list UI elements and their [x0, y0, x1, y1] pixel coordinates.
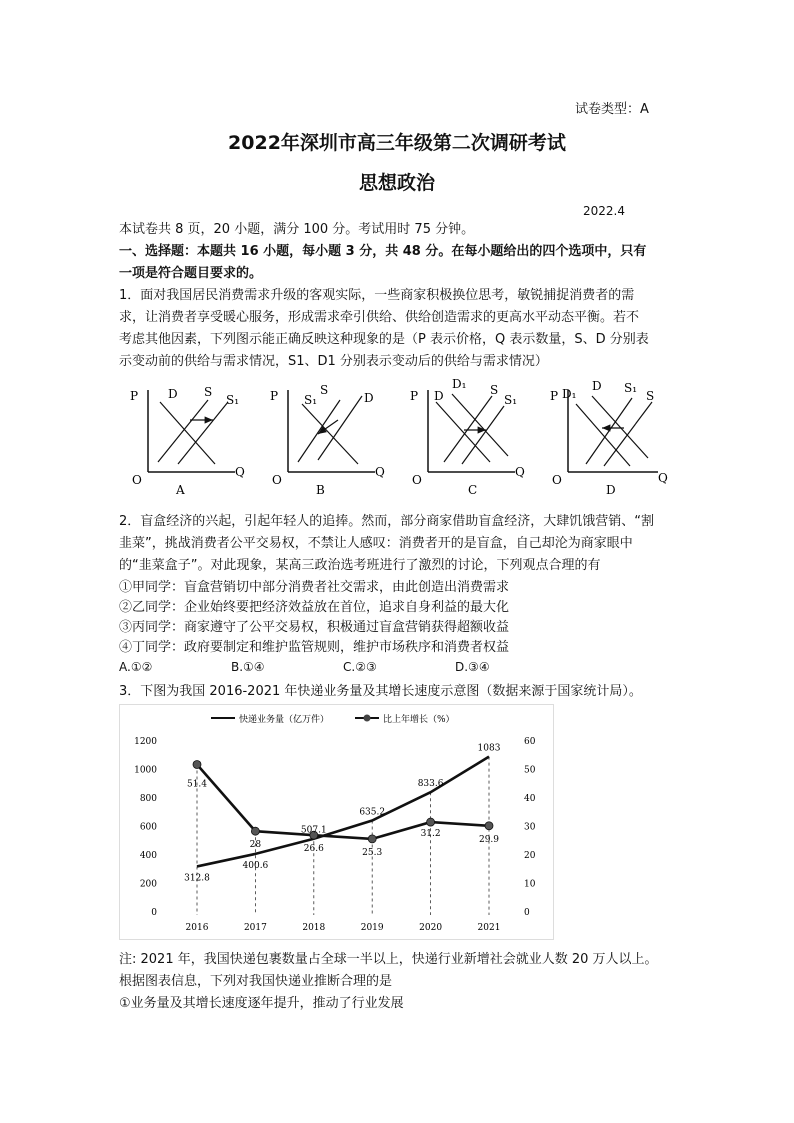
- x-tick-label: 2020: [419, 923, 443, 933]
- axis-q-label: Q: [515, 465, 525, 479]
- growth-point: [485, 822, 493, 830]
- q1-line: 1．面对我国居民消费需求升级的客观实际，一些商家积极换位思考，敏锐捕捉消费者的需: [119, 288, 635, 303]
- graph-d: [550, 379, 668, 497]
- q2-line: 的“韭菜盒子”。对此现象，某高三政治选考班进行了激烈的讨论，下列观点合理的有: [119, 558, 601, 573]
- q2-line: 韭菜”，挑战消费者公平交易权，不禁让人感叹：消费者开的是盲盒，自己却沦为商家眼中: [119, 536, 633, 551]
- graph-letter: C: [468, 483, 478, 497]
- legend-label-volume: 快递业务量（亿万件）: [239, 715, 330, 725]
- q1-line: 考虑其他因素，下列图示能正确反映这种现象的是（P 表示价格，Q 表示数量，S、D 分别表: [119, 332, 649, 347]
- growth-point: [193, 761, 201, 769]
- axis-p-label: P: [270, 389, 279, 403]
- section1-line1: 一、选择题：本题共 16 小题，每小题 3 分，共 48 分。在每小题给出的四个选项中，只有: [119, 244, 647, 259]
- q2-statement: ③丙同学：商家遵守了公平交易权，积极通过盲盒营销获得超额收益: [119, 620, 510, 635]
- y-left-tick-label: 1200: [134, 737, 157, 747]
- x-tick-label: 2016: [185, 923, 209, 933]
- y-right-tick-label: 20: [524, 851, 536, 861]
- y-right-tick-label: 40: [524, 794, 536, 804]
- curve-label: D₁: [452, 377, 467, 391]
- origin-label: O: [552, 473, 562, 487]
- growth-point: [251, 827, 259, 835]
- curve-label: D₁: [562, 387, 577, 401]
- growth-data-label: 31.2: [420, 829, 441, 840]
- q3-line: 3．下图为我国 2016-2021 年快递业务量及其增长速度示意图（数据来源于国家统计局）。: [119, 684, 642, 699]
- graph-a: [130, 385, 245, 497]
- y-left-tick-label: 800: [139, 794, 157, 804]
- option-a: A.①②: [119, 660, 153, 674]
- axis-q-label: Q: [658, 471, 668, 485]
- axis-q-label: Q: [375, 465, 385, 479]
- x-tick-label: 2017: [243, 923, 267, 933]
- curve-label: S: [490, 383, 499, 397]
- growth-data-label: 26.6: [303, 844, 324, 855]
- subject-title: 思想政治: [358, 172, 435, 194]
- origin-label: O: [272, 473, 282, 487]
- growth-data-label: 51.4: [186, 779, 208, 790]
- graph-letter: A: [176, 483, 185, 497]
- axis-p-label: P: [410, 389, 419, 403]
- option-d: D.③④: [455, 660, 490, 674]
- curve-label: D: [592, 379, 602, 393]
- volume-data-label: 635.2: [359, 807, 386, 818]
- intro-line: 本试卷共 8 页，20 小题，满分 100 分。考试用时 75 分钟。: [119, 222, 475, 237]
- y-right-tick-label: 10: [524, 879, 536, 890]
- origin-label: O: [412, 473, 422, 487]
- express-chart: [119, 704, 554, 940]
- graph-letter: B: [316, 483, 325, 497]
- growth-data-label: 28: [249, 840, 262, 851]
- growth-data-label: 25.3: [362, 847, 383, 858]
- x-tick-label: 2019: [360, 923, 384, 933]
- q2-statement: ①甲同学：盲盒营销切中部分消费者社交需求，由此创造出消费需求: [119, 580, 510, 595]
- section1-line2: 一项是符合题目要求的。: [119, 266, 263, 281]
- curve-label: D: [434, 389, 444, 403]
- legend-label-growth: 比上年增长（%）: [383, 715, 455, 725]
- origin-label: O: [132, 473, 142, 487]
- growth-point: [427, 818, 435, 826]
- paper-type: 试卷类型：A: [575, 102, 649, 117]
- x-tick-label: 2021: [477, 923, 501, 933]
- volume-data-label: 833.6: [417, 779, 444, 790]
- volume-data-label: 507.1: [300, 825, 327, 836]
- q2-line: 2．盲盒经济的兴起，引起年轻人的追捧。然而，部分商家借助盲盒经济，大肆饥饿营销、“割: [119, 514, 655, 529]
- legend-marker-growth: [364, 715, 371, 722]
- exam-date: 2022.4: [583, 204, 625, 218]
- curve-label: S₁: [226, 393, 240, 407]
- y-left-tick-label: 1000: [134, 765, 157, 776]
- q3-note1: 注: 2021 年，我国快递包裹数量占全球一半以上，快递行业新增社会就业人数 20 万人以上。: [119, 952, 658, 967]
- curve-label: S₁: [504, 393, 518, 407]
- growth-point: [368, 835, 376, 843]
- y-right-tick-label: 0: [524, 908, 530, 918]
- y-left-tick-label: 400: [139, 851, 157, 861]
- volume-data-label: 400.6: [242, 860, 269, 871]
- curve-label: D: [168, 387, 178, 401]
- x-tick-label: 2018: [302, 923, 326, 933]
- axis-q-label: Q: [235, 465, 245, 479]
- curve-label: S₁: [624, 381, 638, 395]
- curve-label: S: [320, 383, 329, 397]
- q3-note2: 根据图表信息，下列对我国快递业推断合理的是: [119, 974, 393, 989]
- q1-line: 示变动前的供给与需求情况，S1、D1 分别表示变动后的供给与需求情况）: [119, 354, 548, 369]
- graph-c: [410, 377, 525, 497]
- q2-statement: ④丁同学：政府要制定和维护监管规则，维护市场秩序和消费者权益: [119, 640, 510, 655]
- q2-options: [119, 660, 679, 680]
- growth-data-label: 29.9: [478, 834, 500, 845]
- axis-p-label: P: [130, 389, 139, 403]
- y-left-tick-label: 0: [151, 908, 157, 918]
- volume-data-label: 1083: [477, 743, 501, 754]
- exam-title: 2022年深圳市高三年级第二次调研考试: [228, 132, 566, 154]
- volume-data-label: 312.8: [184, 873, 210, 884]
- option-b: B.①④: [231, 660, 265, 674]
- supply-demand-graphs: [120, 372, 680, 502]
- y-right-tick-label: 50: [524, 765, 536, 776]
- q2-statement: ②乙同学：企业始终要把经济效益放在首位，追求自身利益的最大化: [119, 600, 510, 615]
- curve-label: S₁: [304, 393, 318, 407]
- curve-label: D: [364, 391, 374, 405]
- option-c: C.②③: [343, 660, 377, 674]
- q3-statement: ①业务量及其增长速度逐年提升，推动了行业发展: [119, 996, 404, 1011]
- q1-line: 求，让消费者享受暖心服务，形成需求牵引供给、供给创造需求的更高水平动态平衡。若不: [119, 310, 640, 325]
- y-right-tick-label: 60: [524, 737, 536, 747]
- graph-b: [270, 383, 385, 497]
- y-left-tick-label: 200: [139, 879, 157, 890]
- axis-p-label: P: [550, 389, 559, 403]
- y-right-tick-label: 30: [524, 822, 536, 833]
- curve-label: S: [204, 385, 213, 399]
- graph-letter: D: [606, 483, 616, 497]
- curve-label: S: [646, 389, 655, 403]
- y-left-tick-label: 600: [139, 822, 157, 833]
